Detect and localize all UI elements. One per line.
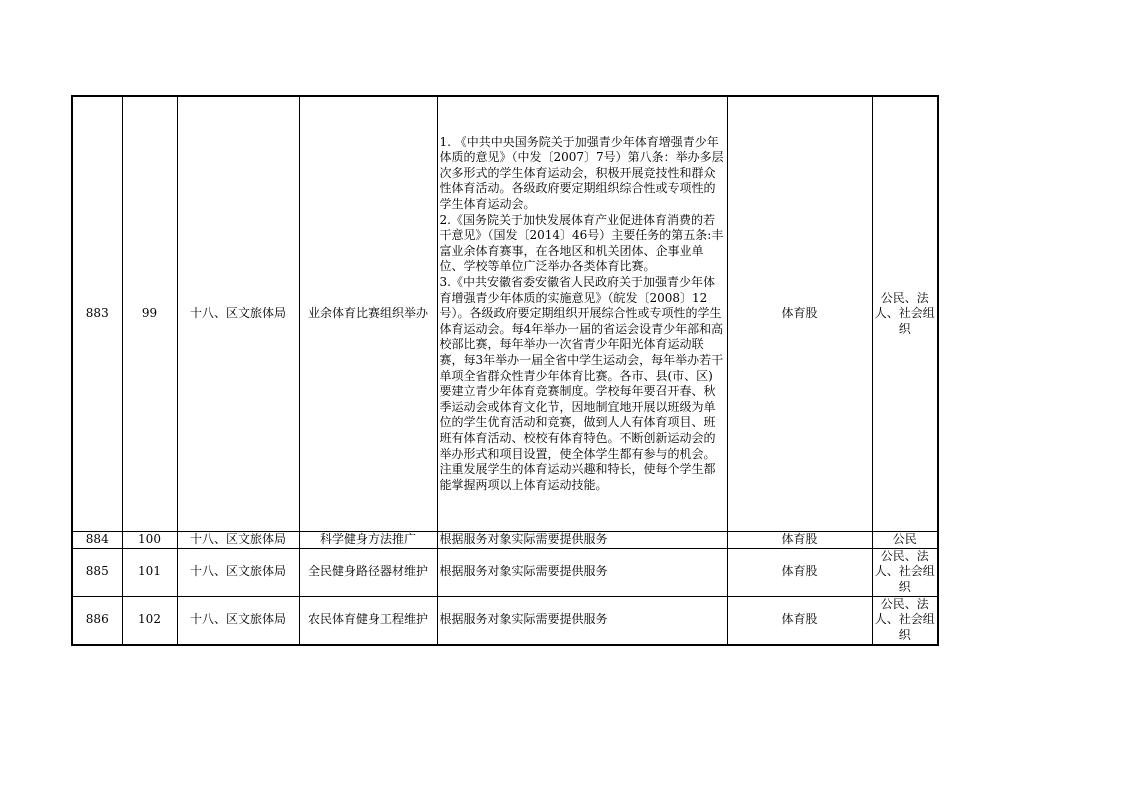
item-cell: 农民体育健身工程维护 — [299, 596, 437, 645]
department-cell: 十八、区文旅体局 — [177, 96, 299, 532]
sub-seq-cell: 102 — [122, 596, 177, 645]
target-cell: 公民 — [872, 532, 938, 549]
unit-cell: 体育股 — [727, 96, 872, 532]
department-cell: 十八、区文旅体局 — [177, 548, 299, 596]
department-cell: 十八、区文旅体局 — [177, 596, 299, 645]
unit-cell: 体育股 — [727, 596, 872, 645]
seq-cell: 886 — [72, 596, 122, 645]
item-cell: 全民健身路径器材维护 — [299, 548, 437, 596]
basis-cell: 根据服务对象实际需要提供服务 — [437, 548, 727, 596]
unit-cell: 体育股 — [727, 532, 872, 549]
department-cell: 十八、区文旅体局 — [177, 532, 299, 549]
sub-seq-cell: 100 — [122, 532, 177, 549]
basis-cell: 根据服务对象实际需要提供服务 — [437, 532, 727, 549]
basis-cell: 根据服务对象实际需要提供服务 — [437, 596, 727, 645]
target-cell: 公民、法人、社会组织 — [872, 96, 938, 532]
sub-seq-cell: 101 — [122, 548, 177, 596]
table-row — [72, 548, 938, 596]
seq-cell: 885 — [72, 548, 122, 596]
unit-cell: 体育股 — [727, 548, 872, 596]
target-cell: 公民、法人、社会组织 — [872, 596, 938, 645]
seq-cell: 884 — [72, 532, 122, 549]
table-row — [72, 596, 938, 645]
seq-cell: 883 — [72, 96, 122, 532]
item-cell: 科学健身方法推广 — [299, 532, 437, 549]
sub-seq-cell: 99 — [122, 96, 177, 532]
item-cell: 业余体育比赛组织举办 — [299, 96, 437, 532]
target-cell: 公民、法人、社会组织 — [872, 548, 938, 596]
basis-cell: 1. 《中共中央国务院关于加强青少年体育增强青少年体质的意见》（中发〔2007〕7号）第八条：举办多层次多形式的学生体育运动会，积极开展竞技性和群众性体育活动。各级政府要定期组织综合性或专项性的学生体育运动会。 2.《国务院关于加快发展体育产业促进体育消费的若干意见》（国发〔2014〕46号）主要任务的第五条:丰富业余体育赛事，在各地区和机关团体、企事业单位、学校等单位广泛举办各类体育比赛。 3.《中共安徽省委安徽省人民政府关于加强青少年体育增强青少年体质的实施意见》（皖发〔2008〕12号）。各级政府要定期组织开展综合性或专项性的学生体育运动会。每4年举办一届的省运会设青少年部和高校部比赛，每年举办一次省青少年阳光体育运动联赛，每3年举办一届全省中学生运动会，每年举办若干单项全省群众性青少年体育比赛。各市、县(市、区)要建立青少年体育竞赛制度。学校每年要召开春、秋季运动会或体育文化节，因地制宜地开展以班级为单位的学生优育活动和竞赛，做到人人有体育项目、班班有体育活动、校校有体育特色。不断创新运动会的举办形式和项目设置，使全体学生都有参与的机会。注重发展学生的体育运动兴趣和特长，使每个学生都能掌握两项以上体育运动技能。 — [437, 96, 727, 532]
service-items-table — [71, 95, 939, 646]
table-row — [72, 96, 938, 532]
table-row — [72, 532, 938, 549]
